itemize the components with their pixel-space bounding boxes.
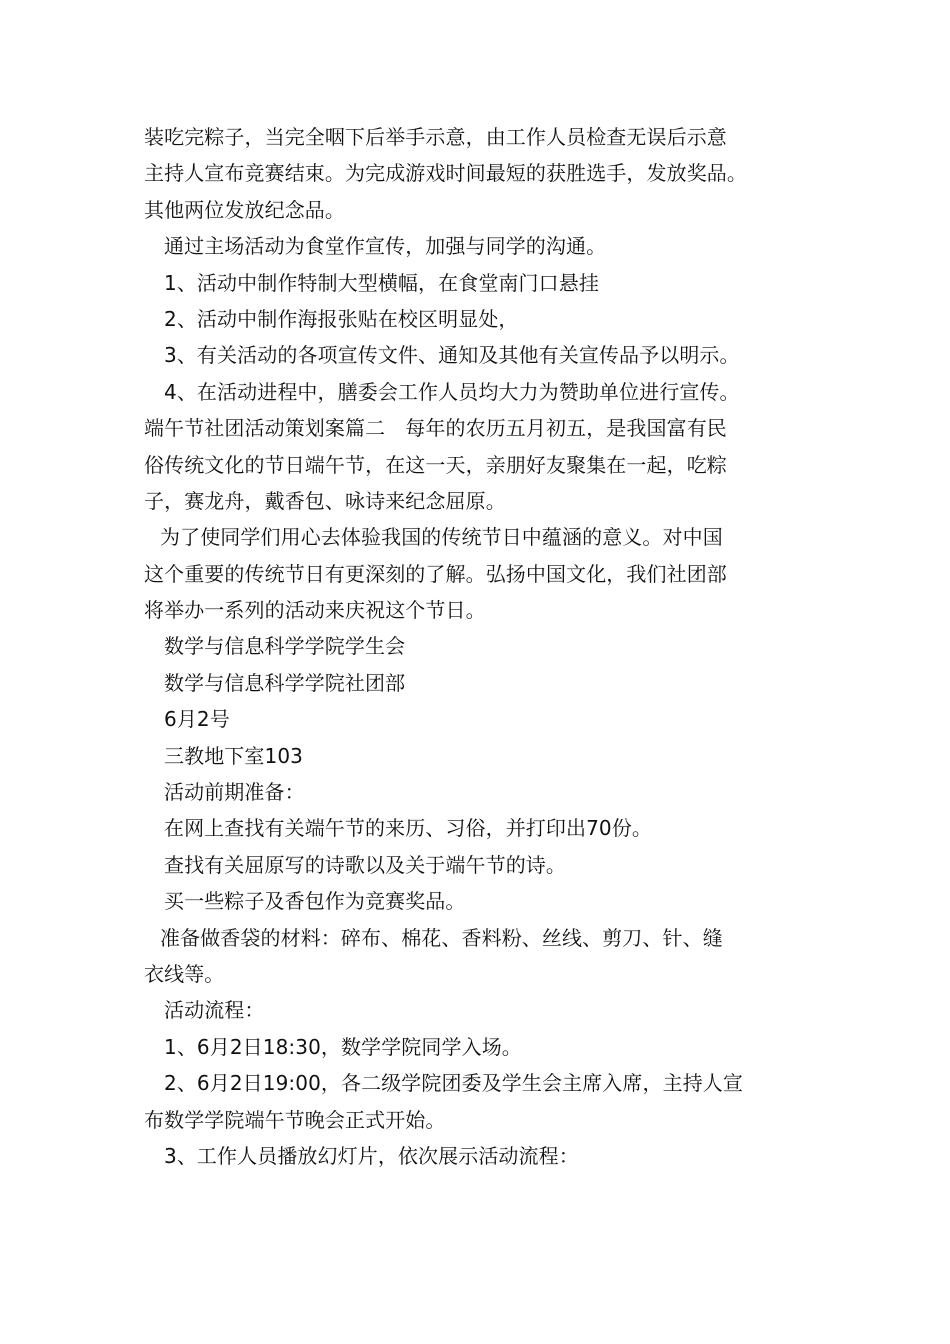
text-line: 1、活动中制作特制大型横幅，在食堂南门口悬挂 <box>164 270 599 295</box>
text-line: 活动前期准备： <box>164 780 305 805</box>
text-line: 3、工作人员播放幻灯片，依次展示活动流程： <box>164 1143 579 1168</box>
text-line: 端午节社团活动策划案篇二 每年的农历五月初五，是我国富有民 <box>144 416 727 441</box>
text-line: 衣线等。 <box>144 961 225 986</box>
text-line: 查找有关屈原写的诗歌以及关于端午节的诗。 <box>164 852 566 877</box>
text-line: 2、6月2日19:00，各二级学院团委及学生会主席入席，主持人宣 <box>164 1071 744 1096</box>
text-line: 其他两位发放纪念品。 <box>144 197 345 222</box>
text-line: 2、活动中制作海报张贴在校区明显处， <box>164 306 519 331</box>
text-line: 通过主场活动为食堂作宣传，加强与同学的沟通。 <box>164 234 607 259</box>
text-line: 为了使同学们用心去体验我国的传统节日中蕴涵的意义。对中国 <box>160 525 723 550</box>
text-line: 这个重要的传统节日有更深刻的了解。弘扬中国文化，我们社团部 <box>144 561 727 586</box>
text-line: 买一些粽子及香包作为竞赛奖品。 <box>164 889 466 914</box>
text-line: 3、有关活动的各项宣传文件、通知及其他有关宣传品予以明示。 <box>164 343 740 368</box>
text-line: 主持人宣布竞赛结束。为完成游戏时间最短的获胜选手，发放奖品。 <box>144 161 747 186</box>
document-body <box>144 119 844 1174</box>
text-line: 布数学学院端午节晚会正式开始。 <box>144 1107 446 1132</box>
text-line: 在网上查找有关端午节的来历、习俗，并打印出70份。 <box>164 816 652 841</box>
text-line: 将举办一系列的活动来庆祝这个节日。 <box>144 598 486 623</box>
text-line: 准备做香袋的材料：碎布、棉花、香料粉、丝线、剪刀、针、缝 <box>160 925 723 950</box>
text-line: 数学与信息科学学院学生会 <box>164 634 406 659</box>
text-line: 6月2号 <box>164 707 230 732</box>
text-line: 数学与信息科学学院社团部 <box>164 670 406 695</box>
text-line: 活动流程： <box>164 998 265 1023</box>
text-line: 装吃完粽子，当完全咽下后举手示意，由工作人员检查无误后示意 <box>144 125 727 149</box>
text-line: 子，赛龙舟，戴香包、咏诗来纪念屈原。 <box>144 488 506 513</box>
text-line: 俗传统文化的节日端午节，在这一天，亲朋好友聚集在一起，吃粽 <box>144 452 727 477</box>
text-line: 1、6月2日18:30，数学学院同学入场。 <box>164 1034 522 1059</box>
text-line: 三教地下室103 <box>164 743 303 768</box>
text-line: 4、在活动进程中，膳委会工作人员均大力为赞助单位进行宣传。 <box>164 379 740 404</box>
